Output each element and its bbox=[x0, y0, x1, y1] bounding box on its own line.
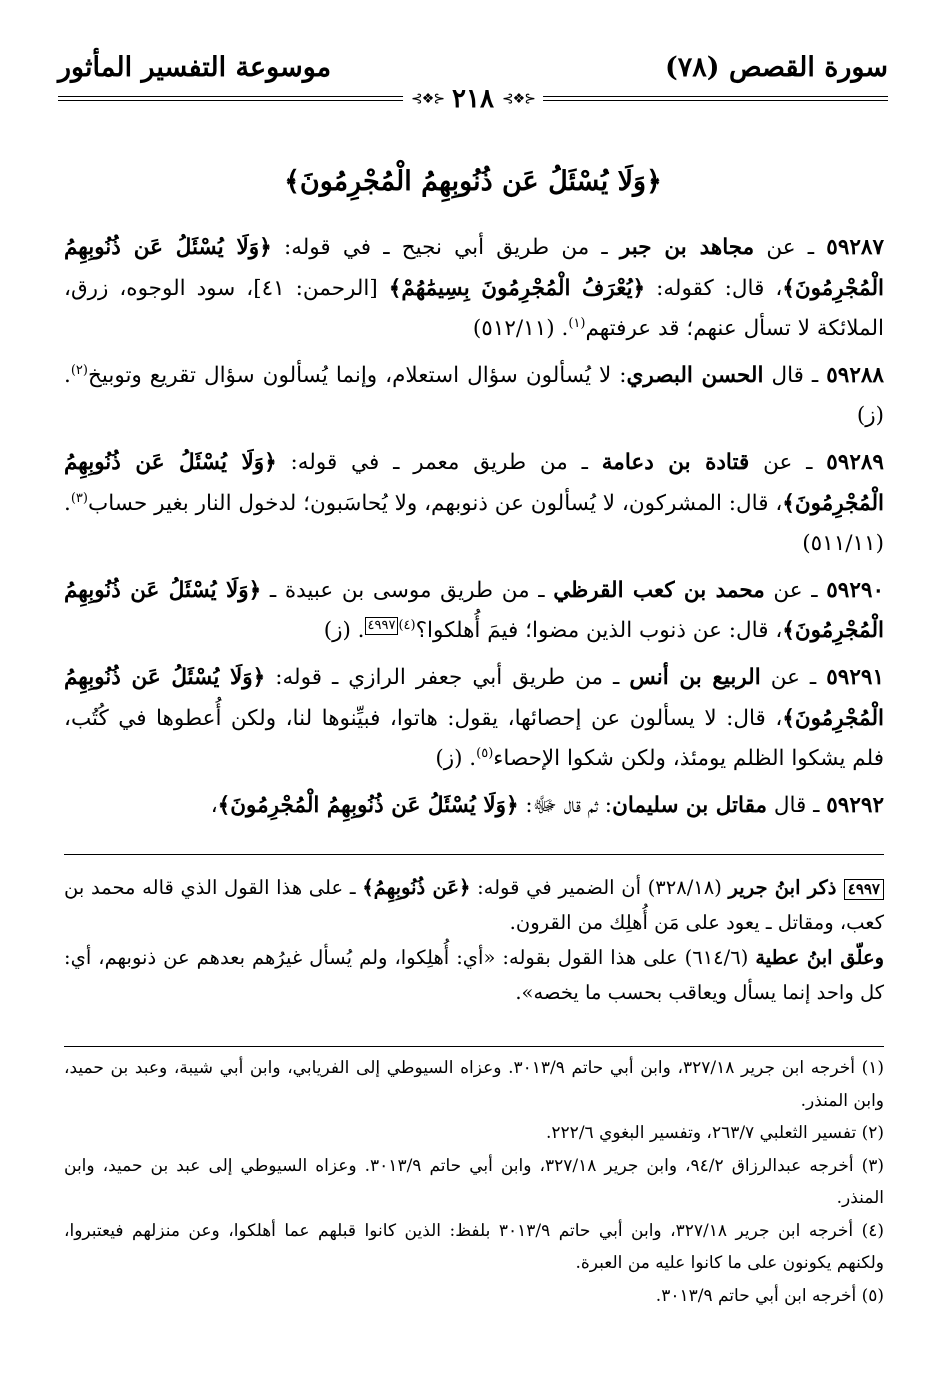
quran-quote: ﴿وَلَا يُسْئَلُ عَن ذُنُوبِهِمُ الْمُجْرِمُونَ﴾ bbox=[64, 577, 884, 644]
entry-text: ـ من طريق معمر ـ في قوله: bbox=[276, 449, 602, 475]
entry-text: ، قال: لا يسألون عن إحصائها، يقول: هاتوا، فبيِّنوها لنا، ولكن أُعطوها في كُتُب، فلم يشكوا الظلم يومئذ، ولكن شكوا الإحصاء bbox=[64, 705, 884, 772]
page-number: ٢١٨ bbox=[452, 84, 494, 114]
book-title: موسوعة التفسير المأثور bbox=[58, 52, 332, 83]
narrator-name: مقاتل بن سليمان bbox=[612, 792, 767, 818]
surah-title: سورة القصص (٧٨) bbox=[664, 52, 888, 83]
entry-text: ، قال: المشركون، لا يُسألون عن ذنوبهم، ولا يُحاسَبون؛ لدخول النار بغير حساب bbox=[87, 490, 783, 516]
entry-text: . (ز) bbox=[64, 362, 884, 429]
footnote-marker[interactable]: (٣) bbox=[70, 490, 88, 506]
entry-text: ، قال: عن ذنوب الذين مضوا؛ فيمَ أُهلكوا؟ bbox=[415, 618, 783, 644]
footnote: (١) أخرجه ابن جرير ٣٢٧/١٨، وابن أبي حاتم ٣٠١٣/٩. وعزاه السيوطي إلى الفريابي، وابن أبي شيبة، وعبد بن حميد، وابن المنذر. bbox=[64, 1058, 884, 1111]
entry-number: ٥٩٢٩٢ bbox=[826, 792, 884, 818]
entry-text: ـ عن bbox=[760, 664, 827, 690]
quran-quote: ﴿وَلَا يُسْئَلُ عَن ذُنُوبِهِمُ الْمُجْرِمُونَ﴾ bbox=[64, 235, 884, 301]
quran-quote: ﴿عَن ذُنُوبِهِمُ﴾ bbox=[362, 876, 471, 899]
commentary-paragraph bbox=[64, 870, 884, 940]
footnote-marker[interactable]: (٥) bbox=[476, 745, 494, 761]
entry-text: ـ من طريق أبي نجيح ـ في قوله: bbox=[271, 235, 620, 260]
footnote: (٣) أخرجه عبدالرزاق ٩٤/٢، وابن جرير ٣٢٧/١٨، وابن أبي حاتم ٣٠١٣/٩. وعزاه السيوطي إلى عبد بن حميد، وابن المنذر. bbox=[64, 1155, 884, 1208]
entry-number: ٥٩٢٩١ bbox=[826, 664, 884, 690]
commentary-text: (٦١٤/٦) على هذا القول بقوله: «أي: أُهلِكوا، ولم يُسأل غيرُهم بعدهم عن ذنوبهم، أي: كل واحد إنما يسأل ويعاقب بحسب ما يخصه». bbox=[64, 946, 884, 1004]
narrator-name: مجاهد بن جبر bbox=[619, 235, 755, 260]
entry-text: . (ز) bbox=[323, 618, 365, 644]
quran-quote: ﴿وَلَا يُسْئَلُ عَن ذُنُوبِهِمُ الْمُجْرِمُونَ﴾ bbox=[217, 792, 519, 818]
running-header bbox=[58, 52, 888, 112]
quran-quote: ﴿وَلَا يُسْئَلُ عَن ذُنُوبِهِمُ الْمُجْرِمُونَ﴾ bbox=[64, 664, 884, 731]
volume-reference: (٥١٢/١١) bbox=[472, 316, 555, 342]
entry-text: . bbox=[554, 316, 569, 342]
entry-text: ـ قال bbox=[763, 362, 827, 388]
entry-number: ٥٩٢٨٧ bbox=[826, 235, 885, 260]
commentary-text: ـ على هذا القول الذي قاله محمد بن كعب، ومقاتل ـ يعود على مَن أُهلِك من القرون. bbox=[64, 876, 884, 934]
commentary-link-box[interactable]: ٤٩٩٧ bbox=[365, 617, 399, 635]
footnote-marker[interactable]: (٢) bbox=[70, 362, 88, 378]
ornament-right-icon: ⊰❖⊱ bbox=[501, 91, 535, 107]
page-number-block bbox=[403, 84, 543, 114]
narrator-name: الحسن البصري bbox=[626, 362, 764, 388]
quran-quote: ﴿وَلَا يُسْئَلُ عَن ذُنُوبِهِمُ الْمُجْرِمُونَ﴾ bbox=[64, 449, 884, 516]
entry-text: ـ عن bbox=[754, 235, 827, 260]
commentary-section bbox=[64, 870, 884, 1010]
entry-text: : لا يُسألون سؤال استعلام، وإنما يُسألون سؤال تقريع وتوبيخ bbox=[87, 362, 627, 388]
verse-heading: ﴿وَلَا يُسْئَلُ عَن ذُنُوبِهِمُ الْمُجْرِمُونَ﴾ bbox=[284, 166, 662, 197]
narrator-name: قتادة بن دعامة bbox=[601, 449, 750, 475]
entry-text: ـ عن bbox=[764, 577, 827, 603]
narrator-name: محمد بن كعب القرظي bbox=[553, 577, 765, 603]
narrations bbox=[64, 228, 884, 832]
footnote-marker[interactable]: (٤) bbox=[398, 618, 416, 634]
entry-text: ـ قال bbox=[766, 792, 827, 818]
commentary-paragraph bbox=[64, 940, 884, 1010]
footnote: (٢) تفسير الثعلبي ٢٦٣/٧، وتفسير البغوي ٢٢٢/٦. bbox=[546, 1123, 884, 1143]
narration-entry bbox=[64, 443, 884, 565]
entry-text: ـ من طريق موسى بن عبيدة ـ bbox=[261, 577, 554, 603]
entry-text: ـ من طريق أبي جعفر الرازي ـ قوله: bbox=[265, 664, 630, 690]
footnote: (٤) أخرجه ابن جرير ٣٢٧/١٨، وابن أبي حاتم ٣٠١٣/٩ بلفظ: الذين كانوا قبلهم عما أهلكوا، وعن منزلهم فيعتبروا، ولكنهم يكونون على ما كانوا عليه من العبرة. bbox=[64, 1220, 884, 1273]
entry-text: . (ز) bbox=[435, 746, 477, 772]
commentary-author: ذكر ابنُ جرير bbox=[728, 876, 844, 899]
narration-entry bbox=[64, 571, 884, 652]
quran-quote: ﴿يُعْرَفُ الْمُجْرِمُونَ بِسِيمَٰهُمْ﴾ bbox=[388, 275, 646, 301]
ornament-left-icon: ⊰❖⊱ bbox=[411, 91, 445, 107]
narration-entry bbox=[64, 786, 884, 827]
entry-text: [الرحمن: ٤١]، سود الوجوه، زرق، الملائكة لا تسأل عنهم؛ قد عرفتهم bbox=[64, 275, 884, 342]
entry-number: ٥٩٢٨٩ bbox=[826, 449, 884, 475]
commentary-author: وعلّق ابنُ عطية bbox=[755, 946, 884, 969]
entry-text: : ثم قال ﷻ: bbox=[518, 792, 613, 818]
commentary-text: (٣٢٨/١٨) أن الضمير في قوله: bbox=[470, 876, 729, 899]
footnotes-divider bbox=[64, 1046, 884, 1047]
entry-number: ٥٩٢٩٠ bbox=[826, 577, 884, 603]
footnote: (٥) أخرجه ابن أبي حاتم ٣٠١٣/٩. bbox=[655, 1285, 884, 1306]
commentary-number-box: ٤٩٩٧ bbox=[844, 879, 884, 900]
commentary-divider bbox=[64, 854, 884, 855]
entry-number: ٥٩٢٨٨ bbox=[826, 362, 884, 388]
entry-text: ، قال: كقوله: bbox=[645, 275, 783, 301]
narration-entry bbox=[64, 228, 884, 350]
narration-entry bbox=[64, 658, 884, 780]
narrator-name: الربيع بن أنس bbox=[629, 664, 761, 690]
entry-text: ـ عن bbox=[749, 449, 827, 475]
volume-reference: (٥١١/١١) bbox=[802, 531, 884, 557]
entry-text: ، bbox=[210, 792, 218, 818]
footnote-marker[interactable]: (١) bbox=[568, 316, 586, 332]
entry-text: . bbox=[64, 490, 71, 516]
narration-entry bbox=[64, 356, 884, 437]
footnotes bbox=[64, 1052, 884, 1312]
